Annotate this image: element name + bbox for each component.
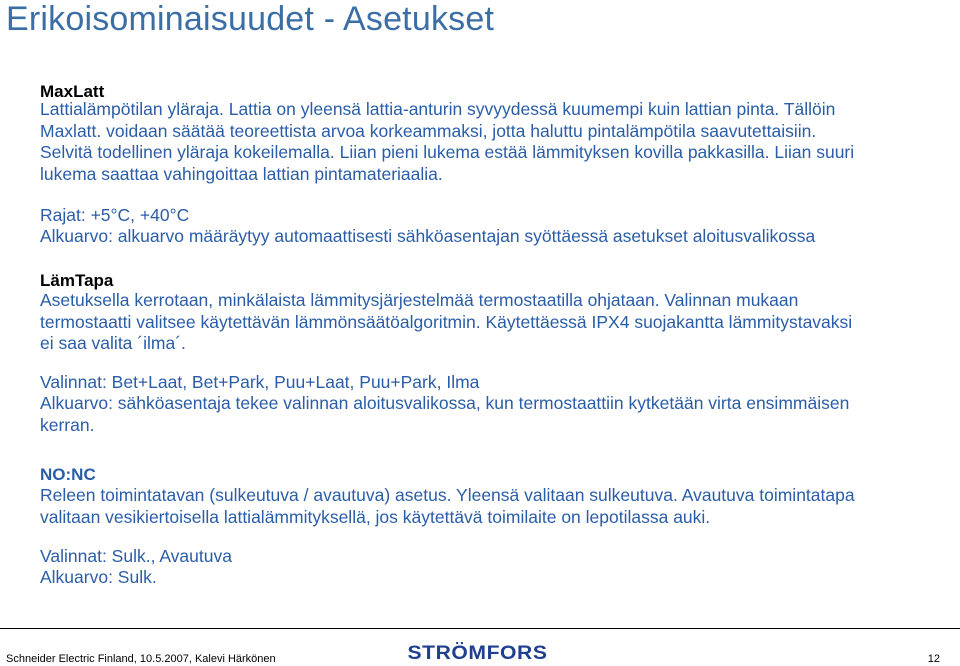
maxlatt-description xyxy=(40,99,854,185)
nonc-description xyxy=(40,485,855,528)
lamtapa-description xyxy=(40,290,852,355)
lamtapa-line: termostaatti valitsee käytettävän lämmönsäätöalgoritmin. Käytettäessä IPX4 suojakantta lämmitystavaksi xyxy=(40,311,853,332)
footer-credit: Schneider Electric Finland, 10.5.2007, Kalevi Härkönen xyxy=(6,653,276,665)
nonc-line: Releen toimintatavan (sulkeutuva / avautuva) asetus. Yleensä valitaan sulkeutuva. Avautuva toimintatapa xyxy=(40,485,855,505)
page-title: Erikoisominaisuudet - Asetukset xyxy=(6,0,495,38)
nonc-default: Alkuarvo: Sulk. xyxy=(40,567,157,587)
maxlatt-line: Lattialämpötilan yläraja. Lattia on yleensä lattia-anturin syvyydessä kuumempi kuin lattian pinta. Tällöin xyxy=(40,99,836,119)
lamtapa-heading: LämTapa xyxy=(40,271,114,290)
lamtapa-line: Asetuksella kerrotaan, minkälaista lämmitysjärjestelmää termostaatilla ohjataan. Valinnan mukaan xyxy=(40,290,799,310)
page-number: 12 xyxy=(927,653,940,665)
lamtapa-default-line: Alkuarvo: sähköasentaja tekee valinnan aloitusvalikossa, kun termostaattiin kytketään virta ensimmäisen xyxy=(40,393,850,413)
nonc-heading: NO:NC xyxy=(40,465,96,484)
lamtapa-default-line: kerran. xyxy=(40,414,95,435)
lamtapa-default xyxy=(40,393,849,436)
maxlatt-heading: MaxLatt xyxy=(40,82,105,101)
nonc-options: Valinnat: Sulk., Avautuva xyxy=(40,546,232,566)
stromfors-logo-text: STRÖMFORS xyxy=(407,643,548,664)
lamtapa-options: Valinnat: Bet+Laat, Bet+Park, Puu+Laat, Puu+Park, Ilma xyxy=(40,372,480,392)
maxlatt-default: Alkuarvo: alkuarvo määräytyy automaattisesti sähköasentajan syöttäessä asetukset aloitusvalikossa xyxy=(40,226,816,246)
maxlatt-line: Maxlatt. voidaan säätää teoreettista arvoa korkeammaksi, jotta haluttu pintalämpötila saavutettaisiin. xyxy=(40,120,817,141)
lamtapa-line: ei saa valita ´ilma´. xyxy=(40,333,186,353)
nonc-line: valitaan vesikiertoisella lattialämmityksellä, jos käytettävä toimilaite on lepotilassa auki. xyxy=(40,506,711,527)
maxlatt-line: lukema saattaa vahingoittaa lattian pintamateriaalia. xyxy=(40,163,443,184)
maxlatt-range: Rajat: +5°C, +40°C xyxy=(40,205,190,225)
maxlatt-line: Selvitä todellinen yläraja kokeilemalla. Liian pieni lukema estää lämmityksen kovilla pakkasilla. Liian suuri xyxy=(40,142,855,162)
footer-divider xyxy=(0,628,960,629)
stromfors-logo xyxy=(405,640,550,664)
